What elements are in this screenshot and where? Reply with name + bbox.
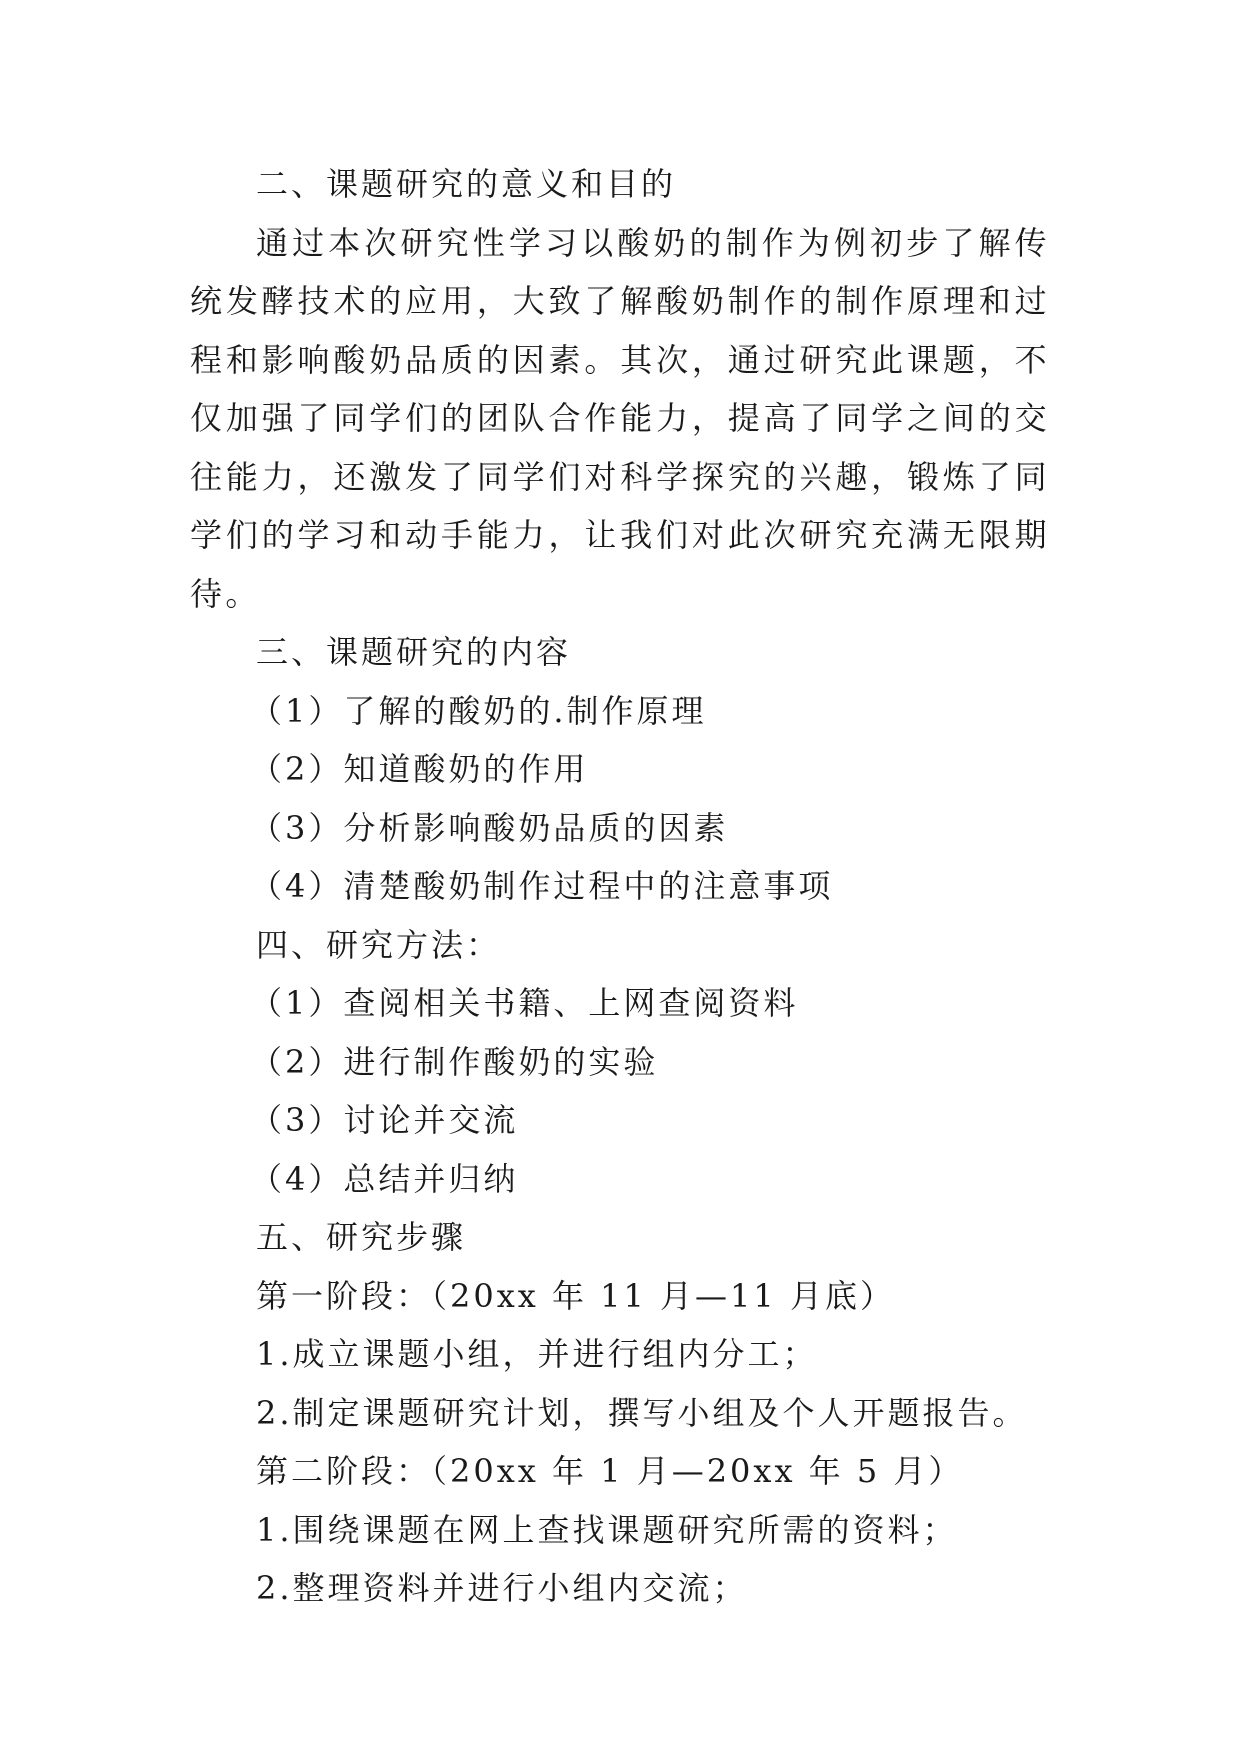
section-heading-content: 三、课题研究的内容 [256, 633, 572, 671]
stage-2-title: 第二阶段：（20xx 年 1 月—20xx 年 5 月） [256, 1452, 964, 1490]
method-item-3: （3）讨论并交流 [250, 1101, 519, 1139]
document-body [190, 155, 1050, 1618]
stage-1-item-1: 1.成立课题小组，并进行组内分工； [256, 1335, 818, 1373]
method-item-2: （2）进行制作酸奶的实验 [250, 1042, 659, 1081]
paragraph-significance: 通过本次研究性学习以酸奶的制作为例初步了解传统发酵技术的应用，大致了解酸奶制作的制作原理和过程和影响酸奶品质的因素。其次，通过研究此课题，不仅加强了同学们的团队合作能力，提高了同学之间的交往能力，还激发了同学们对科学探究的兴趣，锻炼了同学们的学习和动手能力，让我们对此次研究充满无限期待。 [190, 223, 1050, 613]
content-item-3: （3）分析影响酸奶品质的因素 [250, 808, 729, 847]
stage-1-item-2: 2.制定课题研究计划，撰写小组及个人开题报告。 [256, 1393, 1028, 1432]
stage-2-item-2: 2.整理资料并进行小组内交流； [256, 1569, 748, 1607]
content-item-4: （4）清楚酸奶制作过程中的注意事项 [250, 867, 834, 905]
method-item-4: （4）总结并归纳 [250, 1159, 519, 1198]
content-item-1: （1）了解的酸奶的.制作原理 [250, 691, 707, 730]
section-heading-methods: 四、研究方法： [256, 925, 502, 964]
stage-2-item-1: 1.围绕课题在网上查找课题研究所需的资料； [256, 1510, 958, 1549]
method-item-1: （1）查阅相关书籍、上网查阅资料 [250, 984, 799, 1022]
section-heading-steps: 五、研究步骤 [256, 1218, 467, 1256]
section-heading-significance: 二、课题研究的意义和目的 [256, 165, 677, 203]
stage-1-title: 第一阶段：（20xx 年 11 月—11 月底） [256, 1276, 895, 1315]
content-item-2: （2）知道酸奶的作用 [250, 750, 589, 788]
